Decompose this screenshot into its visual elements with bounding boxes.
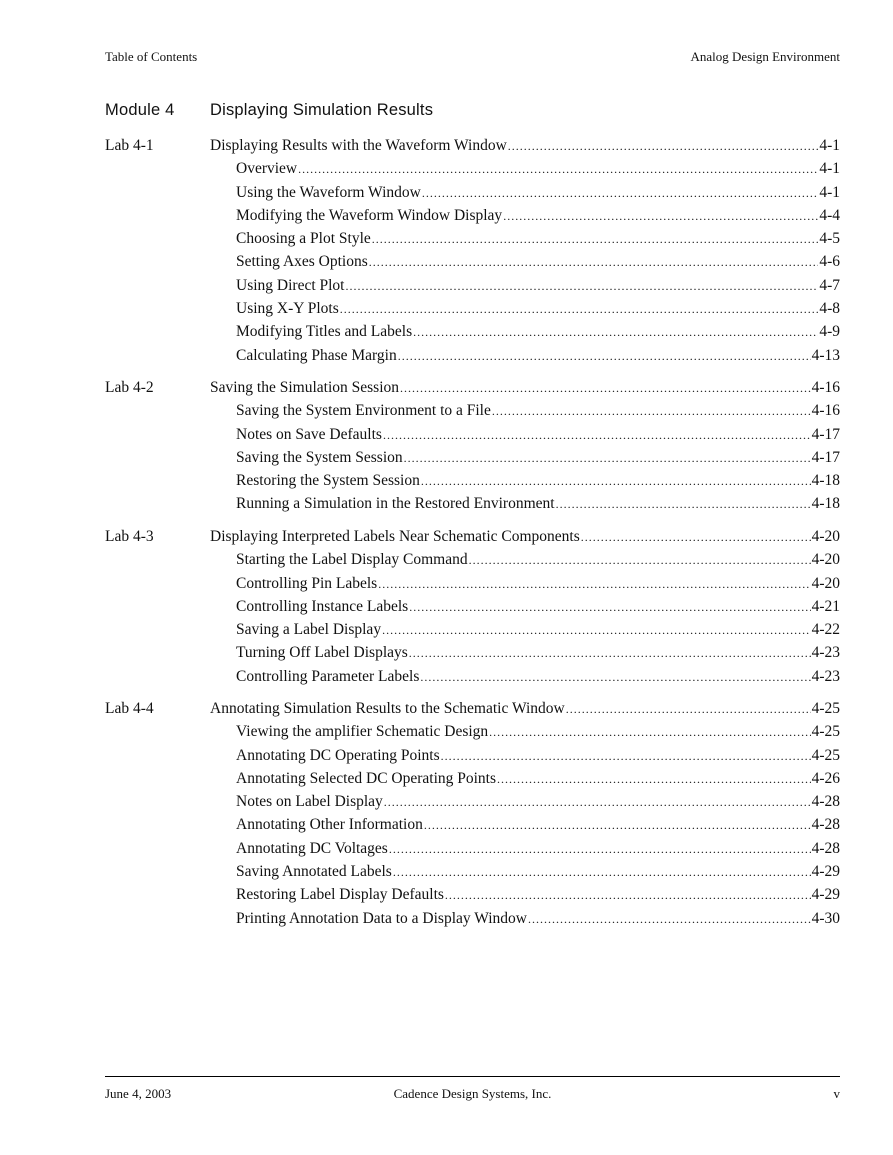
lab-title-entry[interactable]: [210, 697, 840, 720]
toc-entry-page: 4-4: [819, 206, 840, 224]
running-header-left: Table of Contents: [105, 49, 198, 64]
footer-company: Cadence Design Systems, Inc.: [393, 1086, 552, 1101]
dot-leader: [441, 745, 811, 768]
footer-date: June 4, 2003: [105, 1086, 172, 1101]
toc-entry[interactable]: [236, 157, 840, 180]
toc-entry-title: Controlling Instance Labels: [236, 597, 409, 615]
dot-leader: [340, 298, 819, 321]
toc-entry-page: 4-29: [811, 886, 840, 904]
dot-leader: [445, 884, 811, 907]
lab-section: [105, 376, 840, 516]
toc-entry[interactable]: [236, 883, 840, 906]
toc-entry-page: 4-28: [811, 839, 840, 857]
toc-entry-title: Modifying Titles and Labels: [236, 323, 413, 341]
toc-entry-title: Choosing a Plot Style: [236, 230, 371, 248]
dot-leader: [422, 182, 819, 205]
toc-entry-page: 4-20: [811, 574, 840, 592]
toc-entry-page: 4-7: [819, 276, 840, 294]
toc-entry-page: 4-1: [819, 160, 840, 178]
footer-page-number: v: [833, 1086, 840, 1101]
toc-entry-title: Modifying the Waveform Window Display: [236, 206, 503, 224]
toc-entry[interactable]: [236, 665, 840, 688]
toc-entry[interactable]: [236, 744, 840, 767]
toc-entry-page: 4-16: [811, 379, 840, 396]
dot-leader: [566, 698, 811, 721]
toc-entry[interactable]: [236, 320, 840, 343]
dot-leader: [424, 814, 811, 837]
toc-entry-page: 4-5: [819, 230, 840, 248]
toc-entry-title: Setting Axes Options: [236, 253, 368, 271]
toc-entry[interactable]: [236, 618, 840, 641]
dot-leader: [400, 377, 811, 400]
toc-entry-title: Starting the Label Display Command: [236, 551, 468, 569]
dot-leader: [497, 768, 811, 791]
toc-entry-page: 4-30: [811, 909, 840, 927]
dot-leader: [383, 424, 811, 447]
toc-entry[interactable]: [236, 907, 840, 930]
dot-leader: [409, 596, 810, 619]
dot-leader: [389, 838, 811, 861]
lab-title-entry[interactable]: [210, 525, 840, 548]
dot-leader: [378, 573, 810, 596]
toc-entry-page: 4-17: [811, 448, 840, 466]
toc-entry-title: Annotating DC Voltages: [236, 839, 388, 857]
toc-entry-title: Overview: [236, 160, 298, 178]
toc-entry-page: 4-1: [819, 183, 840, 201]
dot-leader: [409, 642, 811, 665]
toc-entry[interactable]: [236, 469, 840, 492]
toc-entry-title: Restoring the System Session: [236, 472, 420, 490]
toc-entry[interactable]: [236, 227, 840, 250]
toc-entry[interactable]: [236, 181, 840, 204]
dot-leader: [369, 251, 819, 274]
dot-leader: [346, 275, 819, 298]
toc-entry-title: Controlling Parameter Labels: [236, 667, 420, 685]
toc-entry-page: 4-28: [811, 793, 840, 811]
toc-entry-title: Turning Off Label Displays: [236, 644, 408, 662]
toc-entry-title: Saving the Simulation Session: [210, 379, 400, 396]
lab-number: Lab 4-4: [105, 700, 154, 717]
toc-entry[interactable]: [236, 572, 840, 595]
toc-entry-page: 4-23: [811, 667, 840, 685]
toc-entry-page: 4-26: [811, 769, 840, 787]
lab-section: [105, 697, 840, 930]
toc-entry-title: Running a Simulation in the Restored Environment: [236, 495, 555, 513]
toc-entry-page: 4-22: [811, 621, 840, 639]
toc-entry[interactable]: [236, 720, 840, 743]
toc-entry-title: Displaying Interpreted Labels Near Schematic Components: [210, 528, 580, 545]
dot-leader: [508, 135, 819, 158]
toc-entry[interactable]: [236, 641, 840, 664]
toc-entry[interactable]: [236, 492, 840, 515]
toc-entry-page: 4-28: [811, 816, 840, 834]
toc-entry-title: Restoring Label Display Defaults: [236, 886, 444, 904]
toc-entry[interactable]: [236, 548, 840, 571]
toc-entry-title: Notes on Save Defaults: [236, 425, 382, 443]
toc-entry[interactable]: [236, 767, 840, 790]
toc-entry[interactable]: [236, 595, 840, 618]
dot-leader: [489, 721, 810, 744]
dot-leader: [384, 791, 811, 814]
dot-leader: [413, 321, 818, 344]
toc-entry-title: Using Direct Plot: [236, 276, 345, 294]
lab-section: [105, 134, 840, 367]
lab-section: [105, 525, 840, 688]
dot-leader: [492, 400, 811, 423]
toc-entry-page: 4-13: [811, 346, 840, 364]
toc-entry[interactable]: [236, 813, 840, 836]
toc-entry-title: Saving the System Environment to a File: [236, 402, 491, 420]
toc-entry-page: 4-17: [811, 425, 840, 443]
dot-leader: [528, 908, 811, 931]
lab-number: Lab 4-3: [105, 528, 154, 545]
toc-entry[interactable]: [236, 446, 840, 469]
module-number: Module 4: [105, 101, 175, 119]
toc-entry-title: Annotating Simulation Results to the Schematic Window: [210, 700, 565, 717]
module-title: Displaying Simulation Results: [210, 101, 434, 119]
dot-leader: [581, 526, 811, 549]
dot-leader: [298, 158, 818, 181]
toc-entry-page: 4-8: [819, 300, 840, 318]
dot-leader: [556, 493, 811, 516]
toc-entry-title: Annotating Other Information: [236, 816, 423, 834]
toc-entry-title: Displaying Results with the Waveform Window: [210, 137, 507, 154]
toc-entry-page: 4-6: [819, 253, 840, 271]
footer-divider: [105, 1076, 840, 1077]
toc-entry-title: Annotating Selected DC Operating Points: [236, 769, 497, 787]
toc-entry[interactable]: [236, 274, 840, 297]
toc-entry-page: 4-20: [811, 528, 840, 545]
toc-entry[interactable]: [236, 423, 840, 446]
toc-entry-page: 4-25: [811, 700, 840, 717]
lab-number: Lab 4-2: [105, 379, 154, 396]
toc-entry[interactable]: [236, 250, 840, 273]
toc-entry[interactable]: [236, 344, 840, 367]
toc-entry-title: Saving Annotated Labels: [236, 863, 392, 881]
toc-entry-title: Saving the System Session: [236, 448, 403, 466]
dot-leader: [393, 861, 811, 884]
dot-leader: [372, 228, 819, 251]
toc-entry-page: 4-21: [811, 597, 840, 615]
toc-entry-title: Controlling Pin Labels: [236, 574, 378, 592]
toc-entry-title: Calculating Phase Margin: [236, 346, 397, 364]
toc-entry[interactable]: [236, 297, 840, 320]
toc-entry-title: Using the Waveform Window: [236, 183, 421, 201]
dot-leader: [469, 549, 811, 572]
toc-entry-page: 4-16: [811, 402, 840, 420]
toc-entry-page: 4-23: [811, 644, 840, 662]
dot-leader: [398, 345, 811, 368]
toc-entry-title: Printing Annotation Data to a Display Window: [236, 909, 527, 927]
toc-entry[interactable]: [236, 204, 840, 227]
toc-entry-page: 4-25: [811, 723, 840, 741]
toc-entry-page: 4-18: [811, 495, 840, 513]
toc-entry-title: Viewing the amplifier Schematic Design: [236, 723, 489, 741]
dot-leader: [382, 619, 811, 642]
toc-entry[interactable]: [236, 860, 840, 883]
toc-entry-page: 4-1: [819, 137, 840, 154]
toc-entry-title: Using X-Y Plots: [236, 300, 339, 318]
toc-entry-page: 4-20: [811, 551, 840, 569]
toc-entry-title: Annotating DC Operating Points: [236, 746, 440, 764]
toc-entry[interactable]: [236, 790, 840, 813]
lab-title-entry[interactable]: [210, 376, 840, 399]
toc-entry-title: Notes on Label Display: [236, 793, 383, 811]
toc-entry-title: Saving a Label Display: [236, 621, 382, 639]
toc-entry[interactable]: [236, 837, 840, 860]
lab-title-entry[interactable]: [210, 134, 840, 157]
toc-entry-page: 4-18: [811, 472, 840, 490]
dot-leader: [421, 470, 811, 493]
toc-entry-page: 4-9: [819, 323, 840, 341]
running-header-right: Analog Design Environment: [690, 49, 840, 64]
toc-entry-page: 4-29: [811, 863, 840, 881]
dot-leader: [420, 666, 810, 689]
lab-number: Lab 4-1: [105, 137, 154, 154]
toc-entry[interactable]: [236, 399, 840, 422]
dot-leader: [503, 205, 818, 228]
dot-leader: [404, 447, 811, 470]
toc-entry-page: 4-25: [811, 746, 840, 764]
